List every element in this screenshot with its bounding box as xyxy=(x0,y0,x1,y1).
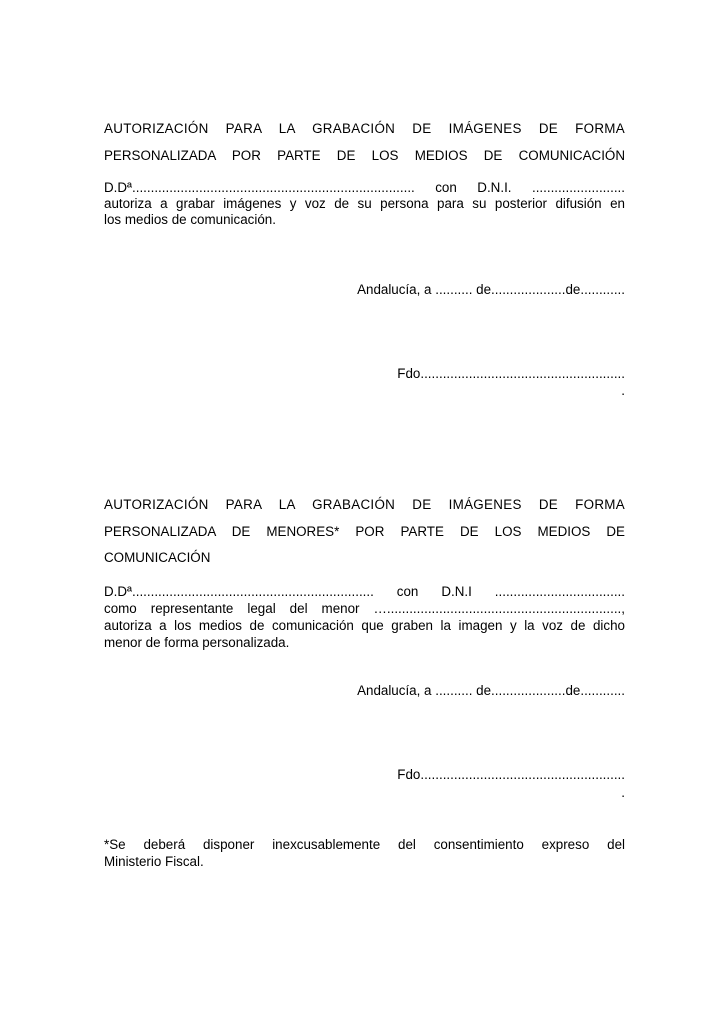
section1-signature-line2: . xyxy=(621,383,625,398)
section2-body-line3: autoriza a los medios de comunicación que graben la imagen y la voz de dicho xyxy=(104,618,625,633)
section1-body-line2: autoriza a grabar imágenes y voz de su persona para su posterior difusión en xyxy=(104,196,625,211)
section1-body-line1: D.Dª............................................................................ con D.N.I. ......................... xyxy=(104,180,625,195)
section2-title-line1: AUTORIZACIÓN PARA LA GRABACIÓN DE IMÁGENES DE FORMA xyxy=(104,497,625,512)
section2-body-line4: menor de forma personalizada. xyxy=(104,635,290,650)
footnote-line2: Ministerio Fiscal. xyxy=(104,854,204,869)
section2-title-line2: PERSONALIZADA DE MENORES* POR PARTE DE LOS MEDIOS DE xyxy=(104,524,625,539)
section1-body-line3: los medios de comunicación. xyxy=(104,212,276,227)
section1-title-line2: PERSONALIZADA POR PARTE DE LOS MEDIOS DE COMUNICACIÓN xyxy=(104,148,625,163)
section2-body-line2: como representante legal del menor …..............................................................., xyxy=(104,601,625,616)
footnote-line1: *Se deberá disponer inexcusablemente del consentimiento expreso del xyxy=(104,837,625,852)
section2-signature-line1: Fdo....................................................... xyxy=(397,767,625,782)
section2-title-line3: COMUNICACIÓN xyxy=(104,550,211,565)
section2-body-line1: D.Dª................................................................. con D.N.I ................................... xyxy=(104,584,625,599)
section2-place-date: Andalucía, a .......... de....................de............ xyxy=(357,683,625,698)
section1-title-line1: AUTORIZACIÓN PARA LA GRABACIÓN DE IMÁGENES DE FORMA xyxy=(104,121,625,136)
section1-signature-line1: Fdo....................................................... xyxy=(397,366,625,381)
section2-signature-line2: . xyxy=(621,785,625,800)
section1-place-date: Andalucía, a .......... de....................de............ xyxy=(357,282,625,297)
